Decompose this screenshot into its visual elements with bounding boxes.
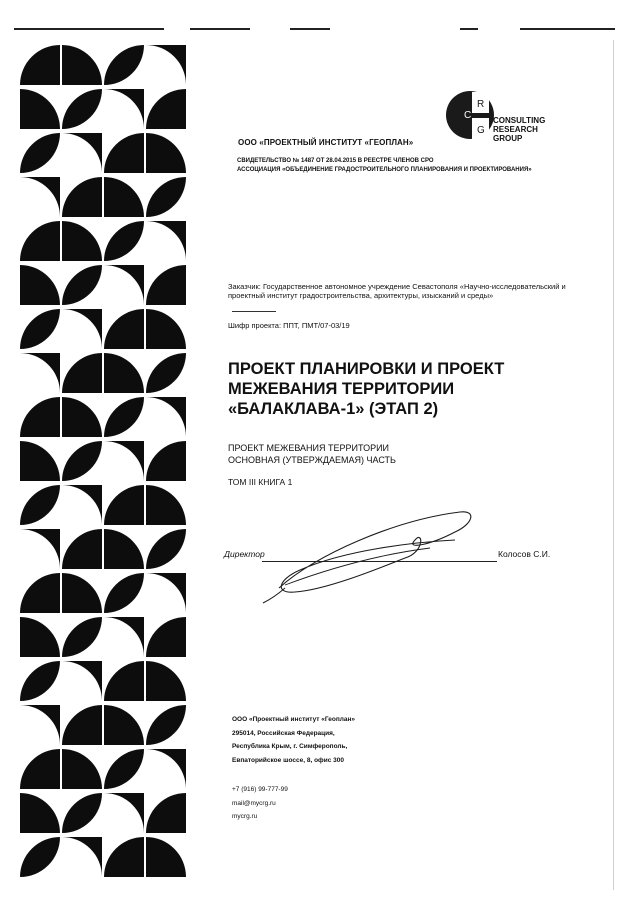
pattern-shape: [62, 45, 102, 85]
pattern-shape: [146, 309, 186, 349]
pattern-shape: [104, 45, 144, 85]
pattern-shape: [146, 749, 186, 789]
pattern-shape: [104, 133, 144, 173]
pattern-shape: [20, 177, 60, 217]
pattern-shape: [20, 221, 60, 261]
pattern-shape: [62, 221, 102, 261]
pattern-shape: [104, 617, 144, 657]
pattern-shape: [146, 221, 186, 261]
pattern-shape: [20, 837, 60, 877]
pattern-shape: [146, 617, 186, 657]
pattern-shape: [104, 793, 144, 833]
pattern-shape: [20, 661, 60, 701]
pattern-shape: [104, 573, 144, 613]
pattern-shape: [104, 265, 144, 305]
pattern-shape: [104, 397, 144, 437]
pattern-shape: [20, 749, 60, 789]
pattern-shape: [20, 133, 60, 173]
pattern-shape: [20, 45, 60, 85]
pattern-shape: [20, 529, 60, 569]
pattern-shape: [62, 397, 102, 437]
pattern-shape: [62, 353, 102, 393]
crg-logo-icon: [445, 86, 495, 144]
project-cipher: Шифр проекта: ППТ, ПМТ/07-03/19: [228, 321, 350, 330]
pattern-shape: [104, 837, 144, 877]
pattern-shape: [104, 705, 144, 745]
pattern-shape: [62, 793, 102, 833]
logo-wordmark: CONSULTING RESEARCH GROUP: [493, 116, 546, 143]
pattern-shape: [104, 529, 144, 569]
pattern-shape: [62, 529, 102, 569]
pattern-shape: [20, 397, 60, 437]
pattern-shape: [62, 661, 102, 701]
pattern-shape: [146, 353, 186, 393]
pattern-shape: [62, 133, 102, 173]
pattern-shape: [62, 309, 102, 349]
pattern-shape: [62, 837, 102, 877]
pattern-shape: [104, 353, 144, 393]
pattern-shape: [146, 793, 186, 833]
logo-letter-c: C: [464, 110, 472, 121]
pattern-shape: [62, 441, 102, 481]
document-subtitle: ПРОЕКТ МЕЖЕВАНИЯ ТЕРРИТОРИИ ОСНОВНАЯ (УТВЕРЖДАЕМАЯ) ЧАСТЬ: [228, 443, 396, 465]
pattern-shape: [20, 617, 60, 657]
pattern-shape: [146, 133, 186, 173]
pattern-shape: [104, 485, 144, 525]
pattern-shape: [146, 705, 186, 745]
pattern-shape: [104, 309, 144, 349]
pattern-shape: [20, 793, 60, 833]
pattern-shape: [20, 705, 60, 745]
pattern-shape: [104, 661, 144, 701]
certificate-info: [237, 157, 532, 175]
pattern-shape: [146, 573, 186, 613]
pattern-shape: [20, 573, 60, 613]
pattern-shape: [62, 89, 102, 129]
scan-top-line: [0, 28, 632, 30]
pattern-shape: [146, 265, 186, 305]
document-title: ПРОЕКТ ПЛАНИРОВКИ И ПРОЕКТ МЕЖЕВАНИЯ ТЕРРИТОРИИ «БАЛАКЛАВА-1» (ЭТАП 2): [228, 360, 505, 418]
volume-label: ТОМ III КНИГА 1: [228, 477, 293, 487]
pattern-shape: [20, 265, 60, 305]
decorative-pattern: [20, 45, 186, 885]
pattern-shape: [146, 89, 186, 129]
pattern-shape: [104, 221, 144, 261]
certificate-line-2: АССОЦИАЦИЯ «ОБЪЕДИНЕНИЕ ГРАДОСТРОИТЕЛЬНОГО ПЛАНИРОВАНИЯ И ПРОЕКТИРОВАНИЯ»: [237, 167, 532, 173]
pattern-shape: [146, 441, 186, 481]
pattern-shape: [62, 485, 102, 525]
footer-contacts: +7 (916) 99-777-99 mail@mycrg.ru mycrg.ru: [232, 786, 288, 820]
pattern-shape: [62, 705, 102, 745]
divider: [232, 311, 276, 312]
certificate-line-1: СВИДЕТЕЛЬСТВО № 1487 ОТ 28.04.2015 В РЕЕСТРЕ ЧЛЕНОВ СРО: [237, 158, 434, 164]
org-title: ООО «ПРОЕКТНЫЙ ИНСТИТУТ «ГЕОПЛАН»: [238, 138, 414, 147]
customer-info: Заказчик: Государственное автономное учреждение Севастополя «Научно-исследовательский и проектный институт градостроительства, архитектуры, изысканий и среды»: [228, 282, 566, 300]
scan-right-edge: [613, 40, 614, 890]
pattern-shape: [104, 749, 144, 789]
pattern-shape: [146, 397, 186, 437]
pattern-shape: [104, 177, 144, 217]
pattern-shape: [146, 177, 186, 217]
pattern-shape: [146, 45, 186, 85]
pattern-shape: [146, 485, 186, 525]
pattern-shape: [20, 309, 60, 349]
pattern-shape: [62, 177, 102, 217]
footer-address: ООО «Проектный институт «Геоплан» 295014, Российская Федерация, Республика Крым, г. Симферополь, Евпаторийское шоссе, 8, офис 300: [232, 716, 356, 764]
pattern-shape: [146, 661, 186, 701]
pattern-shape: [20, 485, 60, 525]
pattern-shape: [20, 353, 60, 393]
pattern-shape: [62, 749, 102, 789]
pattern-shape: [146, 837, 186, 877]
pattern-shape: [104, 441, 144, 481]
pattern-shape: [20, 89, 60, 129]
pattern-shape: [62, 265, 102, 305]
pattern-shape: [104, 89, 144, 129]
director-label: Директор: [224, 549, 265, 559]
pattern-shape: [146, 529, 186, 569]
pattern-shape: [62, 617, 102, 657]
logo-letter-g: G: [477, 125, 485, 136]
director-name: Колосов С.И.: [498, 549, 551, 559]
pattern-shape: [20, 441, 60, 481]
logo-letter-r: R: [477, 99, 485, 110]
pattern-shape: [62, 573, 102, 613]
handwritten-signature: [255, 500, 485, 610]
